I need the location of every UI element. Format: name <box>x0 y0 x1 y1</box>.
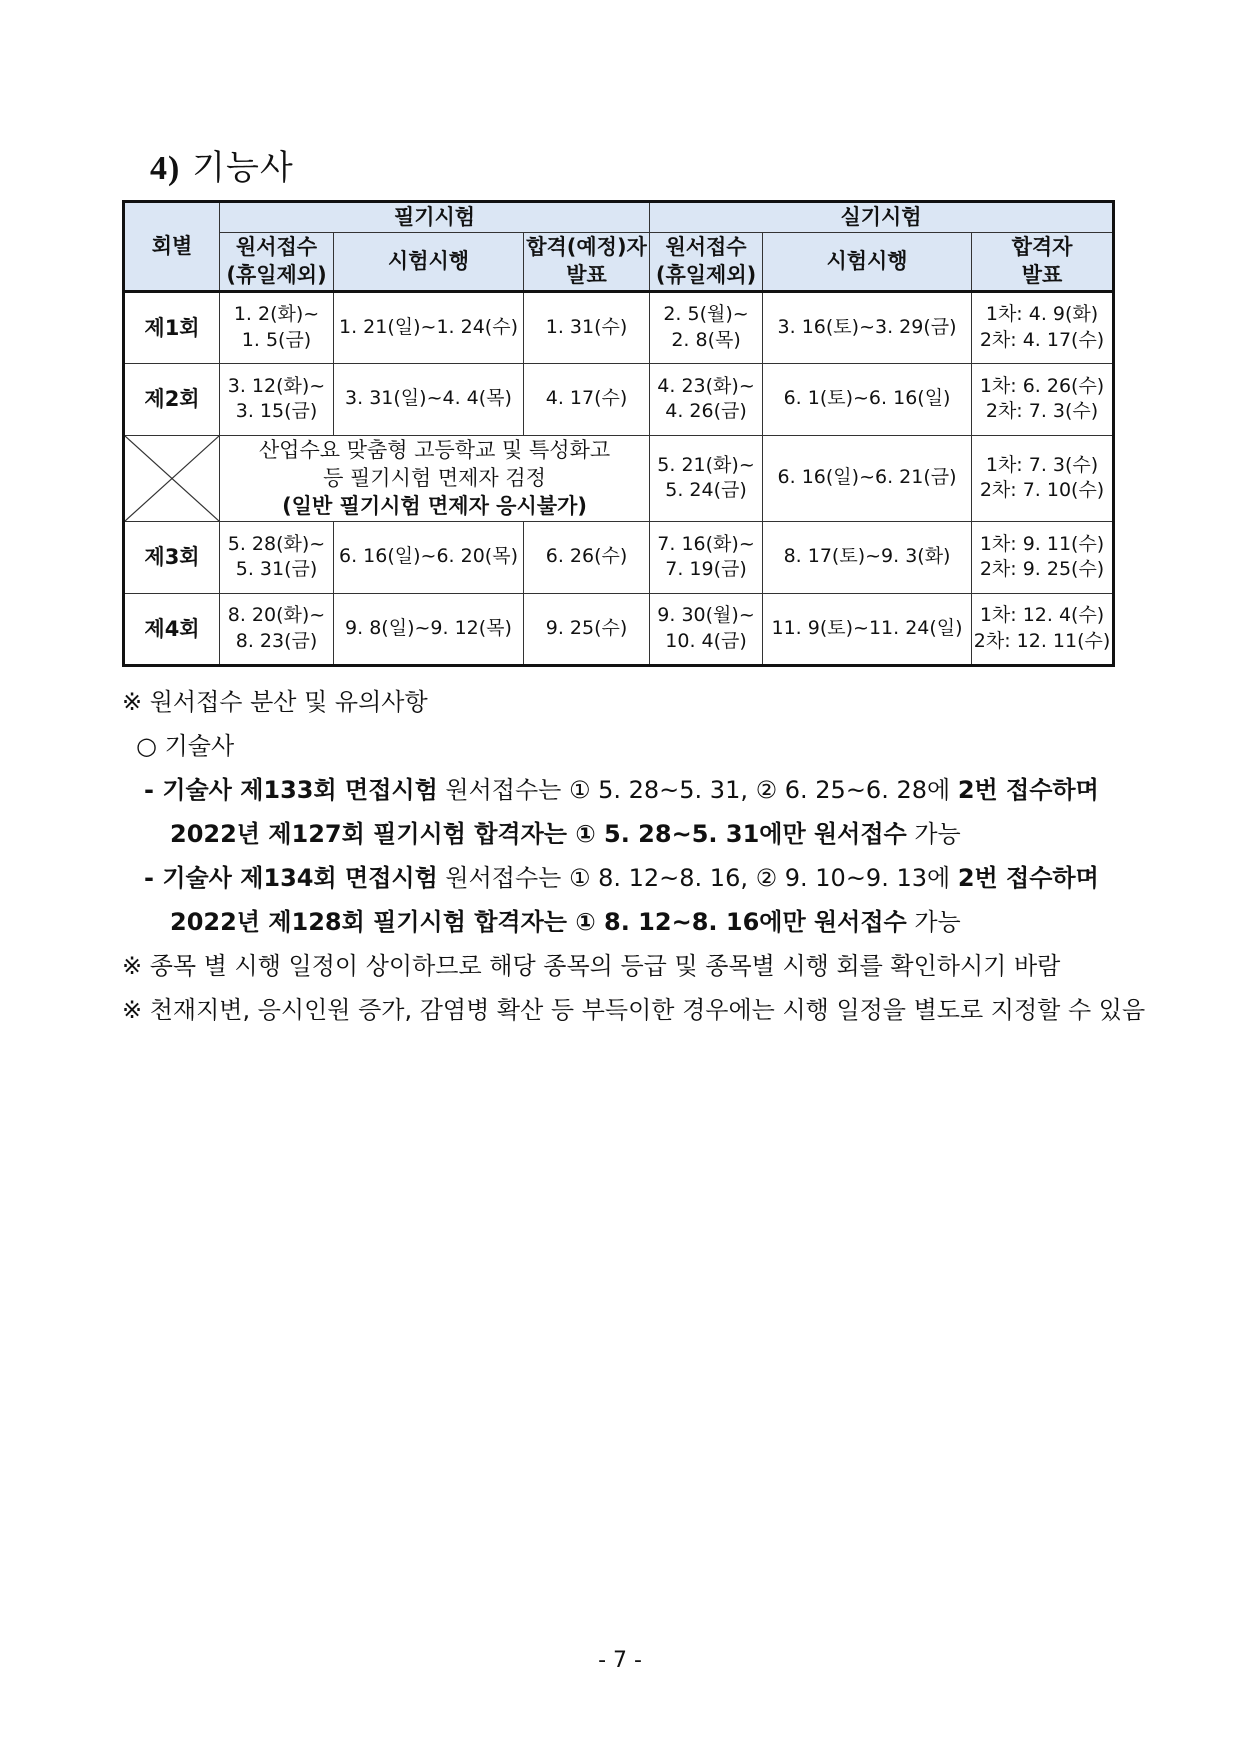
special-exam-description: 산업수요 맞춤형 고등학교 및 특성화고 등 필기시험 면제자 검정 (일반 필기시험 면제자 응시불가) <box>220 435 650 521</box>
round-label: 제3회 <box>124 521 220 593</box>
header-practical-exam-date: 시험시행 <box>763 233 972 292</box>
practical-apply-period: 9. 30(월)~ 10. 4(금) <box>650 593 763 665</box>
section-number: 4) <box>150 150 181 187</box>
round-label: 제4회 <box>124 593 220 665</box>
section-name: 기능사 <box>192 148 294 188</box>
table-row <box>124 363 1114 435</box>
note-schedule-check: ※ 종목 별 시행 일정이 상이하므로 해당 종목의 등급 및 종목별 시행 회를 확인하시기 바람 <box>122 952 1061 980</box>
header-written-apply: 원서접수 (휴일제외) <box>220 233 334 292</box>
notes-section <box>122 680 1146 1032</box>
written-exam-period: 1. 21(일)~1. 24(수) <box>334 291 524 363</box>
note-item: - 기술사 제134회 면접시험 원서접수는 ① 8. 12~8. 16, ② 9. 10~9. 13에 2번 접수하며 <box>144 864 1099 892</box>
header-practical-exam: 실기시험 <box>650 202 1114 233</box>
note-item: - 기술사 제133회 면접시험 원서접수는 ① 5. 28~5. 31, ② 6. 25~6. 28에 2번 접수하며 <box>144 776 1099 804</box>
cross-mark-icon <box>125 436 219 521</box>
practical-exam-period: 6. 16(일)~6. 21(금) <box>763 435 972 521</box>
practical-apply-period: 4. 23(화)~ 4. 26(금) <box>650 363 763 435</box>
practical-apply-period: 7. 16(화)~ 7. 19(금) <box>650 521 763 593</box>
table-row <box>124 521 1114 593</box>
practical-exam-period: 11. 9(토)~11. 24(일) <box>763 593 972 665</box>
header-practical-result: 합격자 발표 <box>972 233 1114 292</box>
written-result-date: 1. 31(수) <box>524 291 650 363</box>
written-apply-period: 3. 12(화)~ 3. 15(금) <box>220 363 334 435</box>
practical-result-dates: 1차: 12. 4(수) 2차: 12. 11(수) <box>972 593 1114 665</box>
practical-result-dates: 1차: 6. 26(수) 2차: 7. 3(수) <box>972 363 1114 435</box>
written-result-date: 4. 17(수) <box>524 363 650 435</box>
table-row <box>124 593 1114 665</box>
practical-exam-period: 8. 17(토)~9. 3(화) <box>763 521 972 593</box>
schedule-table <box>122 200 1115 667</box>
header-round: 회별 <box>124 202 220 292</box>
practical-result-dates: 1차: 7. 3(수) 2차: 7. 10(수) <box>972 435 1114 521</box>
practical-exam-period: 3. 16(토)~3. 29(금) <box>763 291 972 363</box>
table-row-special <box>124 435 1114 521</box>
practical-apply-period: 2. 5(월)~ 2. 8(목) <box>650 291 763 363</box>
note-item-continued: 2022년 제127회 필기시험 합격자는 ① 5. 28~5. 31에만 원서접수 가능 <box>170 820 961 848</box>
written-apply-period: 1. 2(화)~ 1. 5(금) <box>220 291 334 363</box>
practical-result-dates: 1차: 4. 9(화) 2차: 4. 17(수) <box>972 291 1114 363</box>
note-item-continued: 2022년 제128회 필기시험 합격자는 ① 8. 12~8. 16에만 원서접수 가능 <box>170 908 961 936</box>
practical-apply-period: 5. 21(화)~ 5. 24(금) <box>650 435 763 521</box>
header-written-exam: 필기시험 <box>220 202 650 233</box>
written-apply-period: 8. 20(화)~ 8. 23(금) <box>220 593 334 665</box>
written-apply-period: 5. 28(화)~ 5. 31(금) <box>220 521 334 593</box>
notes-subheading: ○ 기술사 <box>136 732 235 760</box>
written-exam-period: 9. 8(일)~9. 12(목) <box>334 593 524 665</box>
practical-exam-period: 6. 1(토)~6. 16(일) <box>763 363 972 435</box>
header-practical-apply: 원서접수 (휴일제외) <box>650 233 763 292</box>
note-schedule-change: ※ 천재지변, 응시인원 증가, 감염병 확산 등 부득이한 경우에는 시행 일정을 별도로 지정할 수 있음 <box>122 996 1146 1024</box>
round-label: 제2회 <box>124 363 220 435</box>
written-result-date: 9. 25(수) <box>524 593 650 665</box>
practical-result-dates: 1차: 9. 11(수) 2차: 9. 25(수) <box>972 521 1114 593</box>
header-written-result: 합격(예정)자 발표 <box>524 233 650 292</box>
empty-crossed-cell <box>124 435 220 521</box>
table-row <box>124 291 1114 363</box>
written-exam-period: 6. 16(일)~6. 20(목) <box>334 521 524 593</box>
written-exam-period: 3. 31(일)~4. 4(목) <box>334 363 524 435</box>
header-written-exam-date: 시험시행 <box>334 233 524 292</box>
round-label: 제1회 <box>124 291 220 363</box>
page-number: - 7 - <box>598 1648 642 1673</box>
written-result-date: 6. 26(수) <box>524 521 650 593</box>
section-title <box>150 140 294 189</box>
notes-heading: ※ 원서접수 분산 및 유의사항 <box>122 688 428 716</box>
